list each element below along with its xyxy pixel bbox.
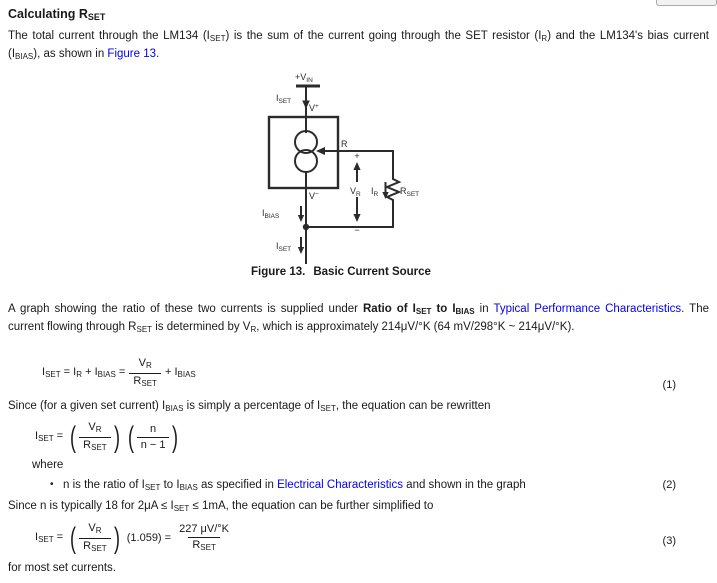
denominator bbox=[137, 437, 170, 452]
text-segment: SET bbox=[200, 543, 216, 552]
text-segment: R bbox=[76, 370, 83, 379]
text-segment: R bbox=[192, 539, 201, 551]
resistor-zigzag bbox=[387, 177, 399, 203]
text-segment: R bbox=[145, 361, 152, 370]
label-v-minus: V− bbox=[309, 191, 319, 201]
text-segment: SET bbox=[91, 544, 107, 553]
denominator bbox=[188, 537, 220, 554]
text-segment: SET bbox=[38, 434, 54, 443]
text-segment: (1.059) = bbox=[123, 532, 175, 544]
numerator bbox=[146, 423, 160, 437]
text-segment: I bbox=[94, 366, 98, 378]
figure-13-schematic bbox=[255, 70, 505, 266]
fraction bbox=[175, 523, 233, 554]
text-segment: BIAS bbox=[165, 404, 184, 413]
text-segment: , the equation can be rewritten bbox=[335, 400, 491, 412]
text-segment: R bbox=[541, 34, 548, 43]
paren-inner bbox=[78, 421, 112, 454]
text-segment: ) is the sum of the current going through the SET resistor (I bbox=[225, 30, 542, 42]
text-segment: + bbox=[161, 366, 175, 378]
denominator bbox=[79, 437, 111, 454]
text-segment: SET bbox=[91, 443, 107, 452]
text-segment: n is the ratio of I bbox=[63, 479, 145, 491]
inline-link[interactable]: Typical Performance Characteristics bbox=[493, 303, 682, 315]
close-paren: ) bbox=[113, 521, 120, 555]
numerator bbox=[135, 357, 156, 373]
text-segment: ≤ 1mA, the equation can be further simplified to bbox=[189, 500, 434, 512]
equation-2-number: (2) bbox=[662, 479, 676, 491]
bullet-icon: • bbox=[50, 479, 54, 490]
page-title-main: Calculating R bbox=[8, 7, 88, 21]
text-segment: to I bbox=[160, 479, 180, 491]
text-segment: V bbox=[88, 421, 96, 433]
paragraph-closing: for most set currents. bbox=[8, 562, 117, 574]
inline-link[interactable]: Figure 13 bbox=[107, 47, 157, 60]
text-segment: . bbox=[156, 47, 160, 60]
numerator bbox=[84, 522, 105, 538]
paragraph-simplified bbox=[8, 499, 709, 517]
text-segment: is determined by V bbox=[152, 320, 251, 333]
text-segment: BIAS bbox=[455, 307, 475, 316]
text-segment: I bbox=[174, 366, 178, 378]
denominator bbox=[79, 538, 111, 555]
text-segment: I bbox=[35, 531, 39, 543]
numerator bbox=[84, 421, 105, 437]
page-title bbox=[8, 7, 105, 22]
arrow-left-icon bbox=[316, 147, 325, 155]
where-label: where bbox=[32, 459, 64, 471]
open-paren: ( bbox=[70, 521, 77, 555]
arrow-down-icon bbox=[298, 215, 304, 222]
paren-group bbox=[68, 522, 122, 555]
fraction bbox=[137, 423, 170, 452]
equation-text bbox=[162, 366, 196, 381]
arrow-up-icon bbox=[353, 162, 360, 170]
text-segment: SET bbox=[141, 379, 157, 388]
text-segment: V bbox=[138, 357, 146, 369]
text-segment: R bbox=[250, 324, 257, 334]
equation-text bbox=[35, 531, 66, 546]
text-segment: and shown in the graph bbox=[402, 479, 526, 491]
text-segment: Since n is typically 18 for 2μA ≤ I bbox=[8, 500, 174, 512]
denominator bbox=[129, 373, 161, 390]
paragraph-rewritten bbox=[8, 399, 709, 417]
text-segment: R bbox=[95, 425, 102, 434]
label-minus-sign: − bbox=[354, 225, 360, 235]
equation-1-number: (1) bbox=[662, 379, 676, 391]
text-segment: R bbox=[83, 439, 92, 451]
text-segment: BIAS bbox=[177, 370, 196, 379]
fraction bbox=[79, 421, 111, 454]
text-segment: Ratio of I bbox=[363, 303, 416, 315]
text-segment: = bbox=[53, 430, 67, 442]
label-v-plus: V+ bbox=[309, 103, 319, 113]
paren-group bbox=[126, 420, 181, 454]
text-segment: is simply a percentage of I bbox=[183, 400, 321, 412]
label-vin: $+V_{IN}$ bbox=[295, 72, 313, 84]
label-iset-bottom: $I_{SET}$ bbox=[276, 241, 292, 253]
label-plus-sign: + bbox=[354, 151, 360, 161]
bullet-text bbox=[63, 478, 526, 496]
paragraph-graph-ratio bbox=[8, 302, 709, 337]
equation-2 bbox=[35, 421, 182, 454]
close-paren: ) bbox=[172, 420, 179, 454]
text-segment: R bbox=[83, 540, 92, 552]
open-paren: ( bbox=[70, 420, 77, 454]
numerator bbox=[175, 523, 233, 537]
text-segment: Since (for a given set current) I bbox=[8, 400, 166, 412]
open-paren: ( bbox=[127, 420, 134, 454]
equation-text bbox=[124, 532, 174, 545]
arrow-down-icon bbox=[298, 247, 304, 254]
text-segment: BIAS bbox=[15, 51, 34, 61]
partial-button[interactable] bbox=[656, 0, 717, 6]
text-segment: SET bbox=[144, 483, 161, 492]
text-segment: SET bbox=[38, 535, 54, 544]
label-iset-top: $I_{SET}$ bbox=[276, 93, 292, 105]
arrow-down-icon bbox=[353, 214, 360, 222]
label-ir: $I_R$ bbox=[371, 186, 379, 198]
figure-caption-title: Basic Current Source bbox=[313, 266, 431, 278]
text-segment: BIAS bbox=[179, 483, 198, 492]
label-vr: $V_R$ bbox=[350, 186, 361, 198]
text-segment: The total current through the LM134 (I bbox=[8, 30, 210, 42]
equation-text bbox=[42, 366, 128, 381]
figure-caption-number: Figure 13. bbox=[251, 266, 306, 278]
text-segment: SET bbox=[209, 34, 226, 43]
text-segment: SET bbox=[173, 504, 190, 513]
text-segment: . The current flowing through R bbox=[8, 303, 709, 333]
text-segment: SET bbox=[45, 370, 61, 379]
text-segment: , which is approximately 214μV/°K (64 mV/298°K ~ 214μV/°K). bbox=[256, 320, 575, 333]
text-segment: SET bbox=[136, 324, 153, 334]
text-segment: I bbox=[35, 430, 39, 442]
text-segment: = bbox=[60, 366, 74, 378]
paren-inner bbox=[78, 522, 112, 555]
text-segment: R bbox=[95, 526, 102, 535]
text-segment: SET bbox=[320, 404, 336, 413]
figure-caption bbox=[0, 266, 682, 278]
text-segment: + bbox=[82, 366, 95, 378]
close-paren: ) bbox=[113, 420, 120, 454]
fraction bbox=[129, 357, 161, 390]
paren-inner bbox=[136, 423, 171, 452]
text-segment: ), as shown in bbox=[33, 47, 108, 60]
text-segment: V bbox=[88, 522, 96, 534]
text-segment: = bbox=[53, 531, 67, 543]
label-r-pin: R bbox=[341, 139, 348, 149]
text-segment: 227 μV/°K bbox=[179, 523, 230, 535]
text-segment: SET bbox=[415, 307, 432, 316]
paragraph-intro bbox=[8, 29, 709, 64]
text-segment: n − 1 bbox=[140, 439, 166, 451]
inline-link[interactable]: Electrical Characteristics bbox=[277, 479, 403, 491]
text-segment: to I bbox=[431, 303, 456, 315]
text-segment: as specified in bbox=[197, 479, 278, 491]
text-segment: A graph showing the ratio of these two currents is supplied under bbox=[8, 303, 363, 315]
paren-group bbox=[68, 421, 122, 454]
equation-3-number: (3) bbox=[662, 535, 676, 547]
bullet-item bbox=[50, 478, 676, 496]
text-segment: in bbox=[474, 303, 494, 315]
equation-3 bbox=[35, 522, 234, 555]
equation-text bbox=[35, 430, 66, 445]
label-ibias: $I_{BIAS}$ bbox=[262, 208, 280, 220]
text-segment: BIAS bbox=[97, 370, 116, 379]
text-segment: ) and the LM134's bias current (I bbox=[8, 30, 709, 60]
text-segment: I bbox=[73, 366, 77, 378]
page-title-subscript: SET bbox=[87, 12, 106, 22]
text-segment: n bbox=[150, 423, 157, 435]
fraction bbox=[79, 522, 111, 555]
equation-1 bbox=[42, 357, 196, 390]
text-segment: I bbox=[42, 366, 46, 378]
label-rset: $R_{SET}$ bbox=[400, 186, 420, 198]
text-segment: = bbox=[115, 366, 129, 378]
text-segment: R bbox=[133, 375, 142, 387]
